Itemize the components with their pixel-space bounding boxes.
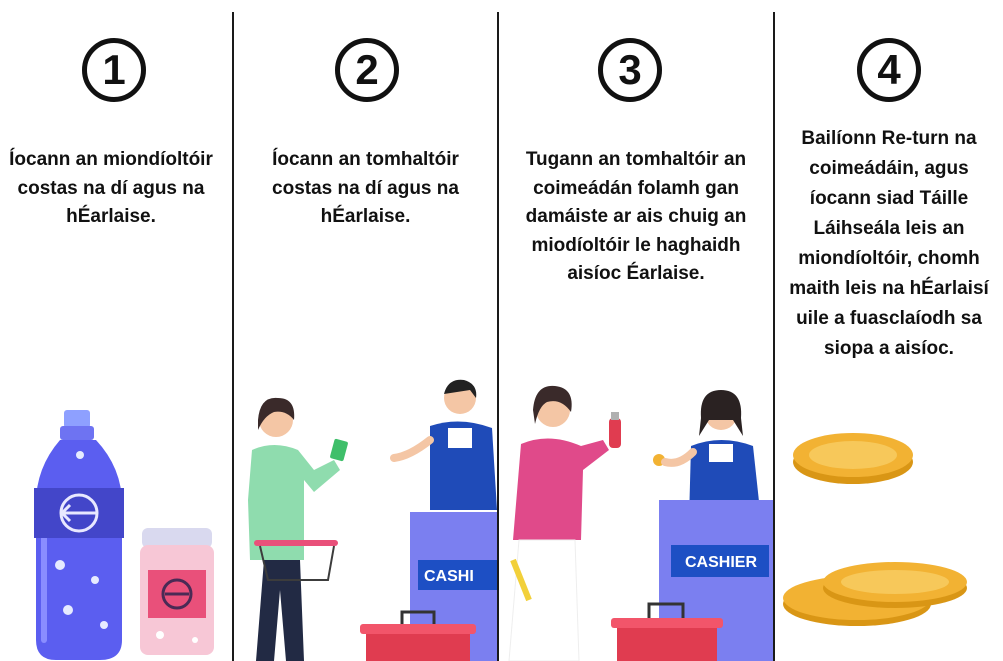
step-text-4: Bailíonn Re-turn na coimeádáin, agus íocann siad Táille Láihseála leis an miondíoltóir, chomh maith leis na hÉarlaisí uile a fuasclaíodh sa siopa a aisíoc.: [789, 128, 989, 359]
step-number-2: 2: [335, 38, 399, 102]
step-panel-3: [499, 0, 773, 661]
step-panel-1: [0, 0, 232, 661]
step-number-1: 1: [82, 38, 146, 102]
step-text-2: Íocann an tomhaltóir costas na dí agus na hÉarlaise.: [272, 149, 459, 227]
cashier-sign-label: CASHIER: [685, 554, 758, 571]
step-number-3: 3: [598, 38, 662, 102]
step-text-3: Tugann an tomhaltóir an coimeádán folamh gan damáiste ar ais chuig an miodíoltóir le haghaidh aisíoc Éarlaise.: [525, 149, 747, 284]
bottle-and-can-illustration: [0, 0, 232, 661]
step-panel-4: [775, 0, 1003, 661]
coins-illustration: [775, 0, 1003, 661]
step-panel-2: [234, 0, 497, 661]
cashier-sign-label: CASHI: [424, 568, 474, 585]
customer-returns-container-illustration: [499, 0, 773, 661]
customer-pays-cashier-illustration: [234, 0, 497, 661]
step-text-1: Íocann an miondíoltóir costas na dí agus na hÉarlaise.: [9, 149, 213, 227]
step-number-4: 4: [857, 38, 921, 102]
